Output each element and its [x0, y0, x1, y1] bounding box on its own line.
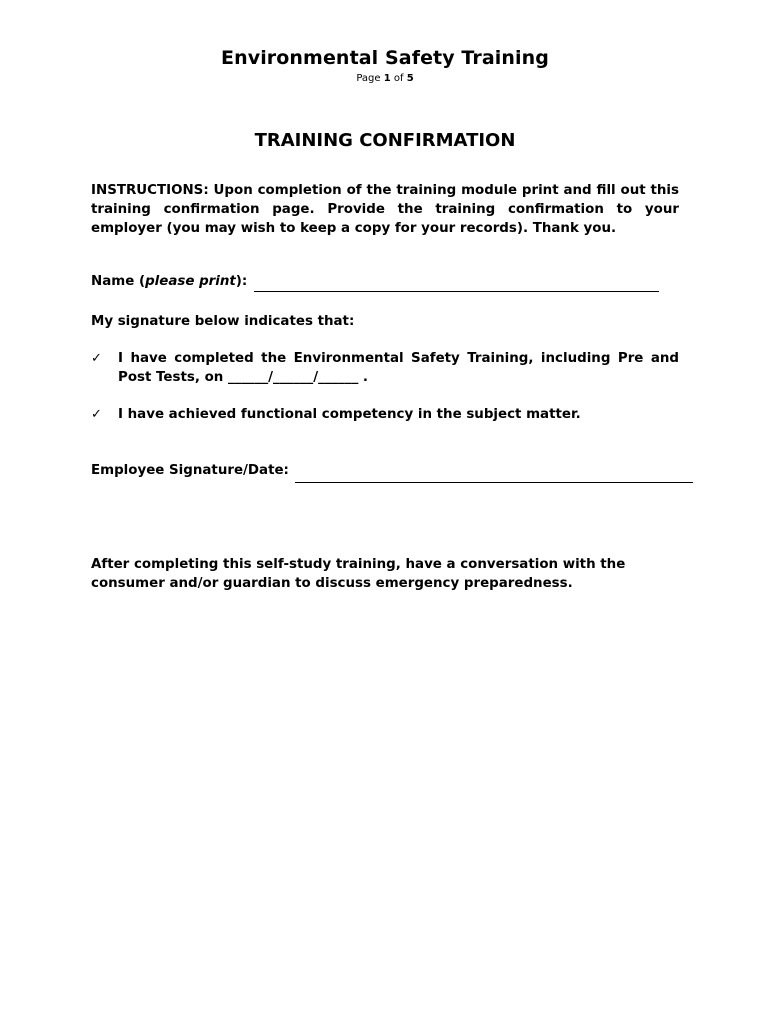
name-field-line[interactable] — [254, 291, 659, 292]
employee-signature-label: Employee Signature/Date: — [91, 463, 289, 478]
checklist-item — [91, 349, 679, 387]
checklist-item — [91, 405, 679, 424]
page-indicator — [0, 73, 770, 84]
document-title: Environmental Safety Training — [221, 47, 549, 69]
employee-signature-line[interactable] — [295, 482, 693, 483]
page-total: 5 — [406, 73, 414, 84]
name-label-prefix: Name ( — [91, 274, 146, 289]
name-label-suffix: ): — [235, 274, 248, 289]
name-label-italic: please print — [145, 274, 236, 289]
name-label — [91, 272, 247, 291]
signature-intro: My signature below indicates that: — [91, 314, 355, 329]
checklist-item-text: I have completed the Environmental Safety Training, including Pre and Post Tests, on ______/______/______ . — [118, 351, 679, 385]
page-word: Page — [356, 73, 381, 84]
page-current: 1 — [383, 73, 391, 84]
instructions-paragraph: INSTRUCTIONS: Upon completion of the training module print and fill out this training confirmation page. Provide the training confirmation to your employer (you may wish to keep a copy for your records). Thank you. — [91, 183, 679, 236]
section-title: TRAINING CONFIRMATION — [254, 130, 516, 151]
closing-note: After completing this self-study training, have a conversation with the consumer and/or guardian to discuss emergency preparedness. — [91, 557, 626, 591]
page-of: of — [393, 73, 404, 84]
checklist-item-text: I have achieved functional competency in the subject matter. — [118, 407, 581, 422]
checkmark-icon: ✓ — [91, 351, 102, 366]
checkmark-icon: ✓ — [91, 407, 102, 422]
